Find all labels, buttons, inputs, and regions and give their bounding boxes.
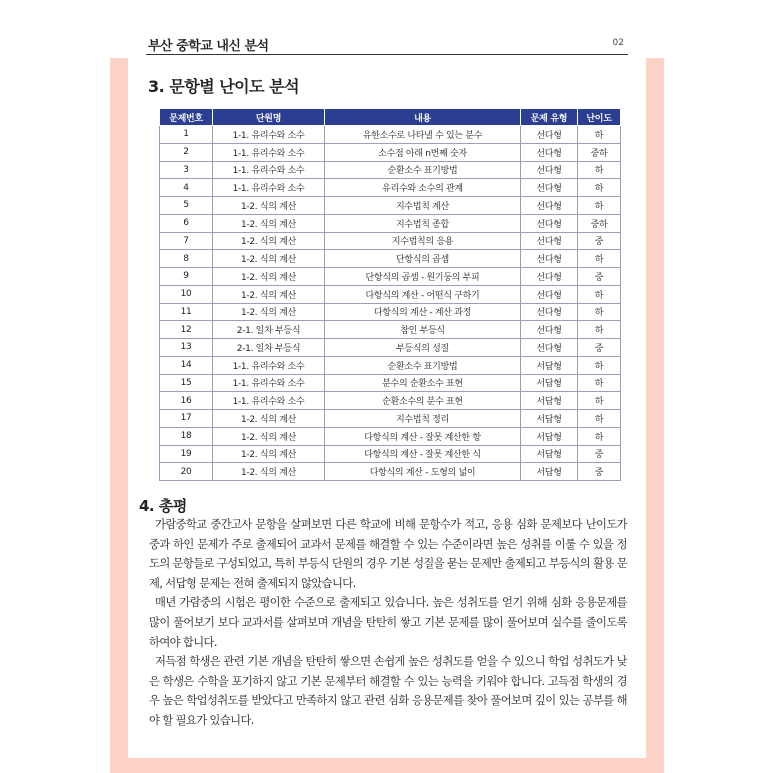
cell-unit: 1-1. 유리수와 소수: [213, 179, 325, 197]
col-header-type: 문제 유형: [521, 109, 578, 126]
cell-content: 다항식의 계산 - 어떤식 구하기: [325, 285, 521, 303]
cell-unit: 1-2. 식의 계산: [213, 232, 325, 250]
cell-difficulty: 하: [578, 285, 621, 303]
cell-difficulty: 하: [578, 161, 621, 179]
cell-type: 서답형: [521, 463, 578, 481]
table-row: [160, 303, 621, 321]
cell-difficulty: 중하: [578, 143, 621, 161]
cell-number: 20: [160, 463, 213, 481]
cell-content: 참인 부등식: [325, 321, 521, 339]
cell-number: 9: [160, 268, 213, 286]
cell-unit: 2-1. 일차 부등식: [213, 339, 325, 357]
cell-number: 19: [160, 445, 213, 463]
table-row: [160, 232, 621, 250]
page-header: [146, 30, 628, 55]
cell-difficulty: 하: [578, 427, 621, 445]
cell-type: 선다형: [521, 268, 578, 286]
cell-type: 서답형: [521, 356, 578, 374]
cell-unit: 1-2. 식의 계산: [213, 303, 325, 321]
cell-type: 선다형: [521, 179, 578, 197]
cell-content: 순환소수 표기방법: [325, 356, 521, 374]
cell-type: 선다형: [521, 285, 578, 303]
cell-difficulty: 중하: [578, 214, 621, 232]
cell-type: 서답형: [521, 410, 578, 428]
summary-paragraph: 저득점 학생은 관련 기본 개념을 탄탄히 쌓으면 손쉽게 높은 성취도를 얻을 수 있으니 학업 성취도가 낮은 학생은 수학을 포기하지 않고 기본 문제부터 해결할 수 있는 능력을 키워야 합니다. 고득점 학생의 경우 높은 학업성취도를 받았다고 만족하지 않고 관련 심화 응용문제를 찾아 풀어보며 깊이 있는 공부를 해야 할 필요가 있습니다.: [149, 655, 627, 727]
table-body: [160, 126, 621, 481]
cell-number: 16: [160, 392, 213, 410]
cell-number: 7: [160, 232, 213, 250]
cell-type: 선다형: [521, 197, 578, 215]
cell-unit: 1-2. 식의 계산: [213, 268, 325, 286]
cell-unit: 1-1. 유리수와 소수: [213, 143, 325, 161]
table-row: [160, 392, 621, 410]
table-row: [160, 410, 621, 428]
cell-number: 2: [160, 143, 213, 161]
col-header-number: 문제번호: [160, 109, 213, 126]
cell-unit: 1-1. 유리수와 소수: [213, 374, 325, 392]
cell-difficulty: 하: [578, 374, 621, 392]
cell-unit: 1-2. 식의 계산: [213, 285, 325, 303]
cell-content: 유리수와 소수의 관계: [325, 179, 521, 197]
summary-paragraph: 매년 가람중의 시험은 평이한 수준으로 출제되고 있습니다. 높은 성취도를 얻기 위해 심화 응용문제를 많이 풀어보기 보다 교과서를 살펴보며 개념을 탄탄히 쌓고 기본 문제를 많이 풀어보며 실수를 줄이도록 하여야 합니다.: [149, 596, 627, 649]
table-row: [160, 339, 621, 357]
cell-difficulty: 하: [578, 356, 621, 374]
cell-unit: 1-2. 식의 계산: [213, 214, 325, 232]
table-row: [160, 214, 621, 232]
cell-unit: 1-2. 식의 계산: [213, 463, 325, 481]
cell-unit: 1-2. 식의 계산: [213, 250, 325, 268]
table-row: [160, 445, 621, 463]
cell-type: 서답형: [521, 374, 578, 392]
table-row: [160, 250, 621, 268]
table-row: [160, 374, 621, 392]
cell-content: 다항식의 계산 - 계산 과정: [325, 303, 521, 321]
table-row: [160, 427, 621, 445]
cell-content: 지수법칙 종합: [325, 214, 521, 232]
cell-content: 단항식의 곱셈 - 원기둥의 부피: [325, 268, 521, 286]
cell-content: 지수법칙의 응용: [325, 232, 521, 250]
cell-number: 11: [160, 303, 213, 321]
page-number: 02: [612, 38, 624, 48]
table-row: [160, 197, 621, 215]
table-row: [160, 161, 621, 179]
cell-number: 10: [160, 285, 213, 303]
cell-number: 15: [160, 374, 213, 392]
cell-content: 지수법칙 계산: [325, 197, 521, 215]
cell-number: 8: [160, 250, 213, 268]
cell-difficulty: 하: [578, 392, 621, 410]
cell-difficulty: 중: [578, 445, 621, 463]
cell-number: 13: [160, 339, 213, 357]
cell-unit: 1-2. 식의 계산: [213, 427, 325, 445]
cell-difficulty: 중: [578, 463, 621, 481]
table-row: [160, 285, 621, 303]
cell-type: 서답형: [521, 445, 578, 463]
cell-difficulty: 하: [578, 250, 621, 268]
col-header-unit: 단원명: [213, 109, 325, 126]
table-row: [160, 268, 621, 286]
cell-type: 선다형: [521, 161, 578, 179]
cell-number: 6: [160, 214, 213, 232]
col-header-content: 내용: [325, 109, 521, 126]
table-row: [160, 321, 621, 339]
cell-content: 소수점 아래 n번째 숫자: [325, 143, 521, 161]
cell-number: 5: [160, 197, 213, 215]
cell-number: 3: [160, 161, 213, 179]
cell-content: 유한소수로 나타낼 수 있는 분수: [325, 126, 521, 144]
cell-content: 분수의 순환소수 표현: [325, 374, 521, 392]
cell-unit: 1-1. 유리수와 소수: [213, 356, 325, 374]
cell-content: 다항식의 계산 - 도형의 넓이: [325, 463, 521, 481]
cell-number: 14: [160, 356, 213, 374]
cell-difficulty: 중: [578, 339, 621, 357]
summary-paragraph: 가람중학교 중간고사 문항을 살펴보면 다른 학교에 비해 문항수가 적고, 응용 심화 문제보다 난이도가 중과 하인 문제가 주로 출제되어 교과서 문제를 해결할 수 있는 수준이라면 높은 성취를 이룰 수 있을 정도의 문항들로 구성되었고, 특히 부등식 단원의 경우 기본 성질을 묻는 문제만 출제되고 부등식의 활용 문제, 서답형 문제는 전혀 출제되지 않았습니다.: [149, 518, 628, 590]
cell-unit: 1-1. 유리수와 소수: [213, 126, 325, 144]
table-row: [160, 143, 621, 161]
cell-type: 서답형: [521, 427, 578, 445]
cell-difficulty: 하: [578, 179, 621, 197]
cell-unit: 1-1. 유리수와 소수: [213, 392, 325, 410]
cell-type: 선다형: [521, 143, 578, 161]
cell-unit: 1-2. 식의 계산: [213, 197, 325, 215]
section-4-title: 4. 총평: [139, 497, 187, 515]
summary-text: [149, 515, 627, 731]
col-header-difficulty: 난이도: [578, 109, 621, 126]
section-3-title: 3. 문항별 난이도 분석: [148, 77, 300, 96]
cell-type: 서답형: [521, 392, 578, 410]
cell-content: 다항식의 계산 - 잘못 계산한 식: [325, 445, 521, 463]
table-row: [160, 126, 621, 144]
cell-number: 4: [160, 179, 213, 197]
cell-difficulty: 하: [578, 303, 621, 321]
cell-difficulty: 하: [578, 126, 621, 144]
cell-type: 선다형: [521, 232, 578, 250]
cell-content: 단항식의 곱셈: [325, 250, 521, 268]
cell-type: 선다형: [521, 126, 578, 144]
cell-type: 선다형: [521, 339, 578, 357]
cell-content: 다항식의 계산 - 잘못 계산한 항: [325, 427, 521, 445]
table-row: [160, 179, 621, 197]
table-row: [160, 463, 621, 481]
difficulty-table: [159, 108, 621, 481]
table-row: [160, 356, 621, 374]
cell-unit: 1-2. 식의 계산: [213, 410, 325, 428]
cell-difficulty: 중: [578, 232, 621, 250]
cell-difficulty: 하: [578, 197, 621, 215]
cell-type: 선다형: [521, 303, 578, 321]
cell-unit: 1-1. 유리수와 소수: [213, 161, 325, 179]
cell-unit: 2-1. 일차 부등식: [213, 321, 325, 339]
cell-type: 선다형: [521, 250, 578, 268]
cell-number: 12: [160, 321, 213, 339]
cell-number: 1: [160, 126, 213, 144]
cell-unit: 1-2. 식의 계산: [213, 445, 325, 463]
cell-difficulty: 하: [578, 410, 621, 428]
cell-number: 17: [160, 410, 213, 428]
cell-content: 순환소수의 분수 표현: [325, 392, 521, 410]
cell-content: 부등식의 성질: [325, 339, 521, 357]
cell-content: 순환소수 표기방법: [325, 161, 521, 179]
cell-type: 선다형: [521, 214, 578, 232]
cell-difficulty: 하: [578, 321, 621, 339]
cell-number: 18: [160, 427, 213, 445]
table-header-row: [160, 109, 621, 126]
cell-difficulty: 중: [578, 268, 621, 286]
cell-type: 선다형: [521, 321, 578, 339]
cell-content: 지수법칙 정리: [325, 410, 521, 428]
document-title: 부산 중학교 내신 분석: [148, 39, 269, 54]
